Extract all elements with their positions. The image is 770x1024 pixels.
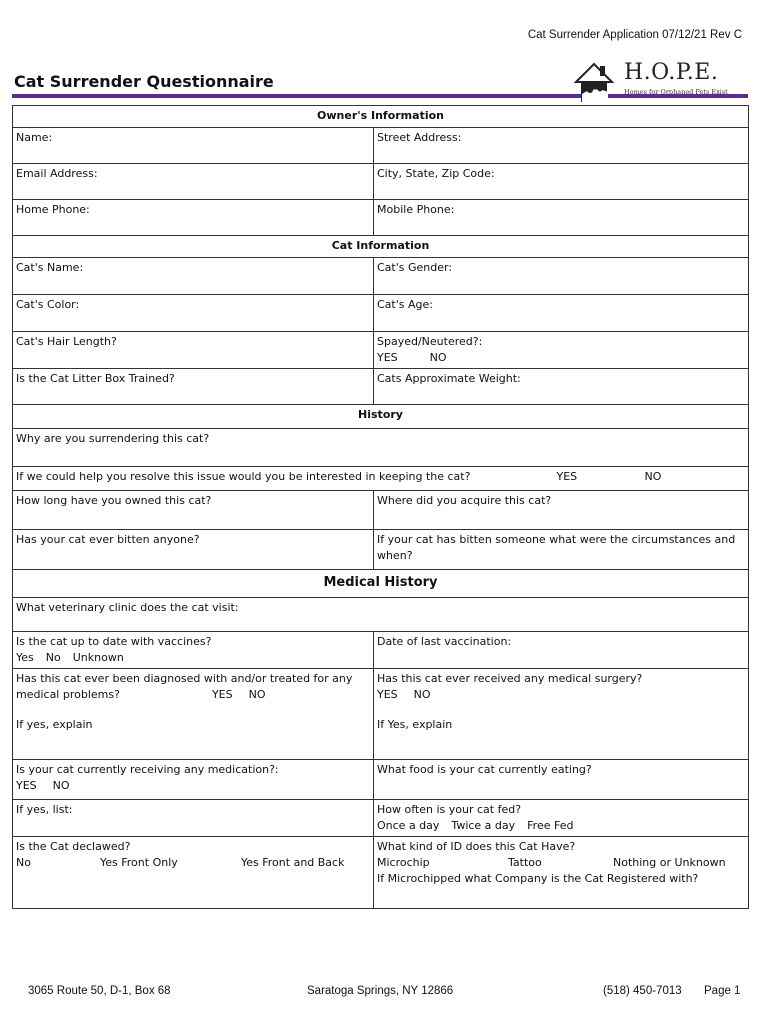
litter-field[interactable] [13, 369, 374, 405]
keep-cat-label: If we could help you resolve this issue would you be interested in keeping the cat? [16, 470, 471, 483]
diag-yes-option[interactable]: YES [211, 688, 233, 701]
footer-city: Saratoga Springs, NY 12866 [307, 985, 454, 997]
med-yes-option[interactable]: YES [16, 779, 37, 792]
declawed-front-option[interactable]: Yes Front Only [100, 856, 178, 869]
city-label: City, State, Zip Code: [377, 167, 495, 180]
house-logo-icon [572, 58, 622, 104]
food-label: What food is your cat currently eating? [377, 763, 592, 776]
diagnosed-label-2: medical problems? [16, 688, 120, 701]
owned-duration-label: How long have you owned this cat? [16, 494, 212, 507]
cat-heading: Cat Information [13, 236, 749, 258]
declawed-no-option[interactable]: No [16, 856, 31, 869]
questionnaire-table [12, 105, 749, 909]
declawed-label: Is the Cat declawed? [16, 840, 131, 853]
medication-label: Is your cat currently receiving any medication?: [16, 763, 279, 776]
weight-label: Cats Approximate Weight: [377, 372, 521, 385]
medication-field[interactable] [13, 760, 374, 800]
weight-field[interactable] [374, 369, 749, 405]
last-vacc-field[interactable] [374, 632, 749, 669]
spayed-no-option[interactable]: NO [429, 351, 447, 364]
keep-cat-no-option[interactable]: NO [644, 470, 662, 483]
fed-free-option[interactable]: Free Fed [527, 819, 574, 832]
footer-phone: (518) 450-7013 [603, 985, 682, 997]
cat-gender-field[interactable] [374, 258, 749, 295]
last-vacc-label: Date of last vaccination: [377, 635, 512, 648]
microchip-company-label: If Microchipped what Company is the Cat Registered with? [377, 872, 699, 885]
declawed-both-option[interactable]: Yes Front and Back [241, 856, 345, 869]
id-none-option[interactable]: Nothing or Unknown [613, 856, 726, 869]
fed-once-option[interactable]: Once a day [377, 819, 440, 832]
city-field[interactable] [374, 164, 749, 200]
street-field[interactable] [374, 128, 749, 164]
acquired-label: Where did you acquire this cat? [377, 494, 552, 507]
form-revision: Cat Surrender Application 07/12/21 Rev C [527, 29, 742, 41]
logo-wordmark: H.O.P.E. [624, 60, 719, 85]
diag-no-option[interactable]: NO [248, 688, 266, 701]
id-field[interactable] [374, 837, 749, 909]
cat-color-label: Cat's Color: [16, 298, 80, 311]
owner-heading: Owner's Information [13, 106, 749, 128]
home-phone-label: Home Phone: [16, 203, 90, 216]
name-label: Name: [16, 131, 53, 144]
vacc-unknown-option[interactable]: Unknown [72, 651, 124, 664]
keep-cat-field[interactable] [13, 467, 749, 491]
diagnosed-field[interactable] [13, 669, 374, 760]
explain-left-label: If yes, explain [16, 718, 93, 731]
feeding-field[interactable] [374, 800, 749, 837]
id-microchip-option[interactable]: Microchip [377, 856, 430, 869]
feeding-label: How often is your cat fed? [377, 803, 522, 816]
keep-cat-yes-option[interactable]: YES [556, 470, 578, 483]
diagnosed-label-1: Has this cat ever been diagnosed with and/or treated for any [16, 672, 353, 685]
spayed-yes-option[interactable]: YES [377, 351, 398, 364]
owned-duration-field[interactable] [13, 491, 374, 530]
hair-length-field[interactable] [13, 332, 374, 369]
name-field[interactable] [13, 128, 374, 164]
bitten-label: Has your cat ever bitten anyone? [16, 533, 200, 546]
hair-length-label: Cat's Hair Length? [16, 335, 117, 348]
acquired-field[interactable] [374, 491, 749, 530]
declawed-field[interactable] [13, 837, 374, 909]
mobile-phone-label: Mobile Phone: [377, 203, 455, 216]
surg-no-option[interactable]: NO [413, 688, 431, 701]
explain-right-label: If Yes, explain [377, 718, 453, 731]
vaccines-field[interactable] [13, 632, 374, 669]
spayed-label: Spayed/Neutered?: [377, 335, 483, 348]
cat-age-field[interactable] [374, 295, 749, 332]
spayed-field[interactable] [374, 332, 749, 369]
vacc-yes-option[interactable]: Yes [16, 651, 34, 664]
vaccines-label: Is the cat up to date with vaccines? [16, 635, 212, 648]
clinic-field[interactable] [13, 598, 749, 632]
medical-heading: Medical History [13, 570, 749, 598]
med-no-option[interactable]: NO [52, 779, 70, 792]
mobile-phone-field[interactable] [374, 200, 749, 236]
email-label: Email Address: [16, 167, 98, 180]
circumstances-label: If your cat has bitten someone what were the circumstances and when? [377, 533, 736, 562]
cat-gender-label: Cat's Gender: [377, 261, 453, 274]
surg-yes-option[interactable]: YES [377, 688, 398, 701]
page-title: Cat Surrender Questionnaire [14, 72, 274, 91]
cat-color-field[interactable] [13, 295, 374, 332]
id-label: What kind of ID does this Cat Have? [377, 840, 576, 853]
medication-list-field[interactable] [13, 800, 374, 837]
history-heading: History [13, 405, 749, 429]
id-tattoo-option[interactable]: Tattoo [508, 856, 542, 869]
cat-name-field[interactable] [13, 258, 374, 295]
surgery-label: Has this cat ever received any medical surgery? [377, 672, 643, 685]
vacc-no-option[interactable]: No [45, 651, 61, 664]
bitten-field[interactable] [13, 530, 374, 570]
medication-list-label: If yes, list: [16, 803, 73, 816]
food-field[interactable] [374, 760, 749, 800]
clinic-label: What veterinary clinic does the cat visit: [16, 601, 239, 614]
footer-address: 3065 Route 50, D-1, Box 68 [28, 985, 171, 997]
circumstances-field[interactable] [374, 530, 749, 570]
cat-name-label: Cat's Name: [16, 261, 84, 274]
footer-page-number: Page 1 [704, 985, 741, 997]
street-label: Street Address: [377, 131, 462, 144]
cat-age-label: Cat's Age: [377, 298, 433, 311]
email-field[interactable] [13, 164, 374, 200]
litter-label: Is the Cat Litter Box Trained? [16, 372, 175, 385]
why-surrender-field[interactable] [13, 429, 749, 467]
why-surrender-label: Why are you surrendering this cat? [16, 432, 210, 445]
fed-twice-option[interactable]: Twice a day [451, 819, 516, 832]
logo-tagline: Homes for Orphaned Pets Exist [624, 88, 728, 96]
surgery-field[interactable] [374, 669, 749, 760]
home-phone-field[interactable] [13, 200, 374, 236]
